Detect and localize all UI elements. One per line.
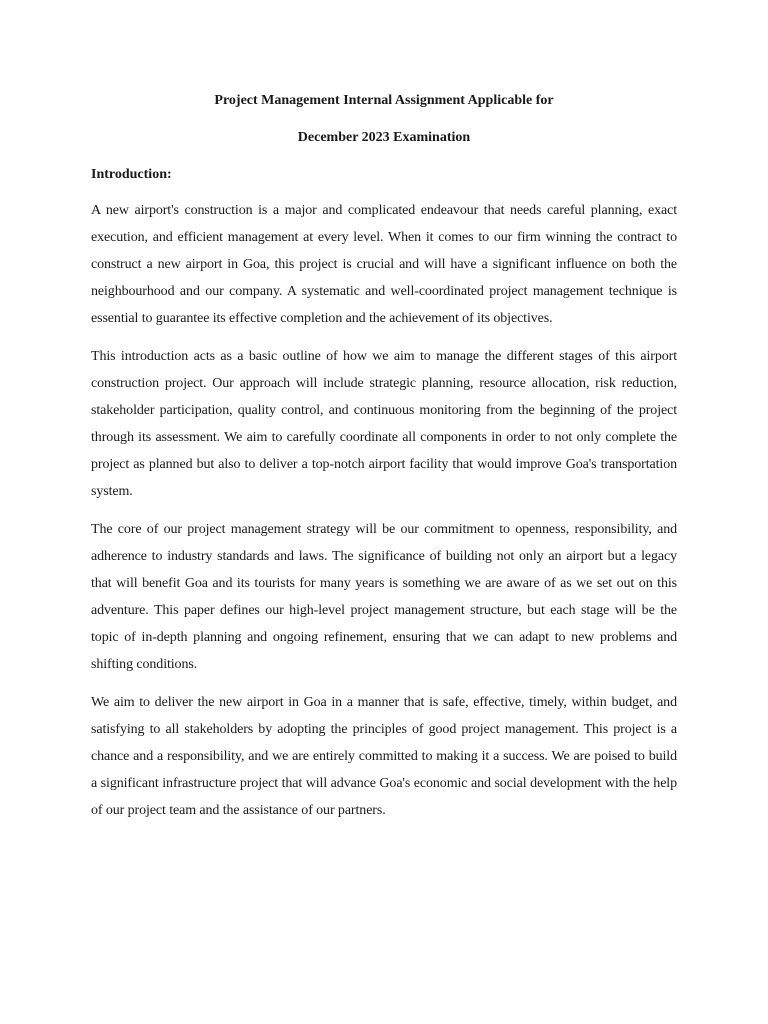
paragraph-3: The core of our project management strategy will be our commitment to openness, responsibility, and adherence to industry standards and laws. The significance of building not only an airport but a legacy that will benefit Goa and its tourists for many years is something we are aware of as we set out on this adventure. This paper defines our high-level project management structure, but each stage will be the topic of in-depth planning and ongoing refinement, ensuring that we can adapt to new problems and shifting conditions. [91, 522, 677, 672]
document-body [91, 90, 677, 824]
paragraph-4: We aim to deliver the new airport in Goa in a manner that is safe, effective, timely, within budget, and satisfying to all stakeholders by adopting the principles of good project management. This project is a chance and a responsibility, and we are entirely committed to making it a success. We are poised to build a significant infrastructure project that will advance Goa's economic and social development with the help of our project team and the assistance of our partners. [91, 695, 677, 818]
document-title-line-2: December 2023 Examination [297, 130, 471, 145]
document-title-line-1: Project Management Internal Assignment Applicable for [214, 93, 554, 108]
paragraph-1: A new airport's construction is a major and complicated endeavour that needs careful planning, exact execution, and efficient management at every level. When it comes to our firm winning the contract to construct a new airport in Goa, this project is crucial and will have a significant influence on both the neighbourhood and our company. A systematic and well-coordinated project management technique is essential to guarantee its effective completion and the achievement of its objectives. [91, 203, 677, 326]
paragraph-2: This introduction acts as a basic outline of how we aim to manage the different stages of this airport construction project. Our approach will include strategic planning, resource allocation, risk reduction, stakeholder participation, quality control, and continuous monitoring from the beginning of the project through its assessment. We aim to carefully coordinate all components in order to not only complete the project as planned but also to deliver a top-notch airport facility that would improve Goa's transportation system. [91, 349, 677, 499]
section-heading-introduction: Introduction: [91, 167, 172, 182]
